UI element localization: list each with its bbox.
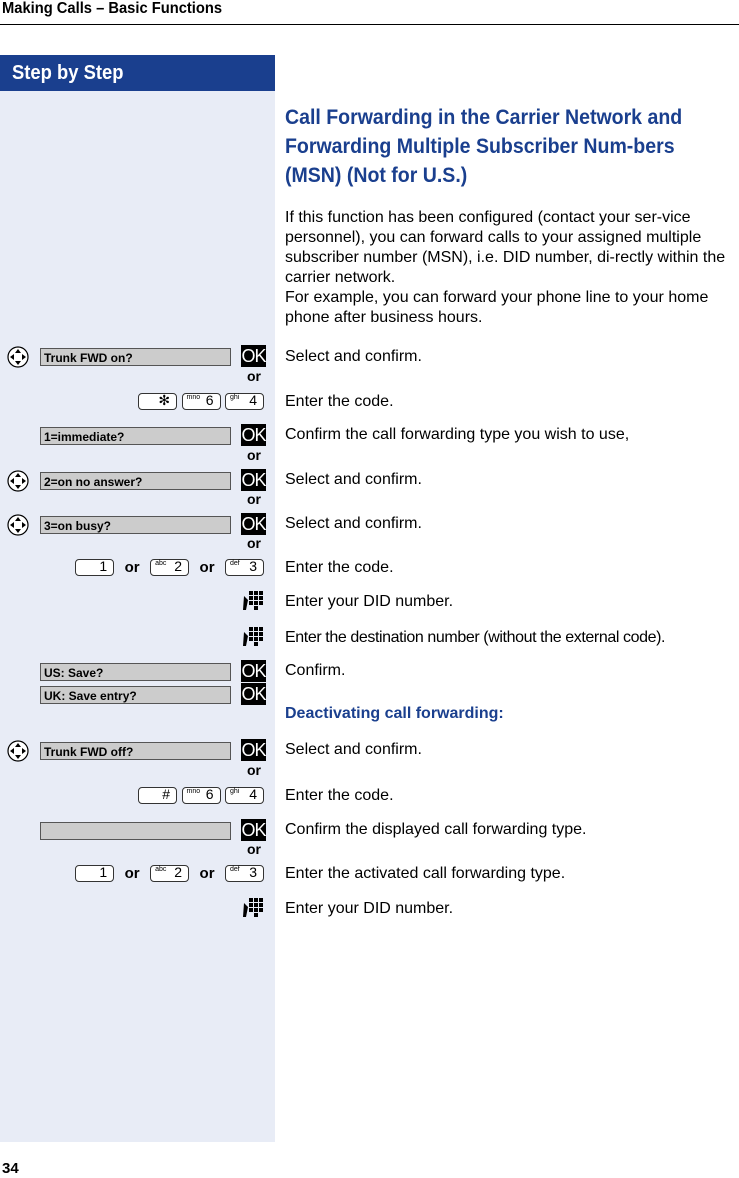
ok-button[interactable]: OK — [241, 425, 266, 445]
step-by-step-column — [0, 55, 275, 1142]
step-text: Select and confirm. — [285, 471, 422, 488]
header-divider — [0, 24, 739, 25]
step-by-step-label: Step by Step — [12, 62, 124, 84]
keypad-icon — [242, 590, 264, 612]
key-3[interactable]: def 3 — [225, 559, 264, 576]
navigation-key-icon — [6, 513, 30, 537]
step-text: Select and confirm. — [285, 515, 422, 532]
key-hash[interactable]: # — [138, 787, 177, 804]
display-us-save[interactable]: US: Save? — [40, 663, 231, 681]
intro-paragraph-2: For example, you can forward your phone line to your home phone after business hours. — [285, 289, 709, 326]
ok-button[interactable]: OK — [241, 470, 266, 490]
deactivating-heading: Deactivating call forwarding: — [285, 705, 504, 722]
navigation-key-icon — [6, 739, 30, 763]
keypad-icon — [242, 626, 264, 648]
display-no-answer[interactable]: 2=on no answer? — [40, 472, 231, 490]
ok-button[interactable]: OK — [241, 820, 266, 840]
key-6[interactable]: mno 6 — [182, 787, 221, 804]
key-2[interactable]: abc 2 — [150, 865, 189, 882]
key-4[interactable]: ghi 4 — [225, 393, 264, 410]
step-text: Enter your DID number. — [285, 900, 454, 917]
step-text: Enter your DID number. — [285, 593, 454, 610]
step-text: Confirm. — [285, 662, 346, 679]
or-label: or — [199, 559, 215, 576]
navigation-key-icon — [6, 469, 30, 493]
step-text: Enter the activated call forwarding type. — [285, 865, 566, 882]
or-label: or — [247, 535, 261, 551]
page-number: 34 — [2, 1160, 19, 1177]
or-label: or — [247, 447, 261, 463]
or-label: or — [247, 762, 261, 778]
step-text: Enter the code. — [285, 787, 394, 804]
ok-button[interactable]: OK — [241, 346, 266, 366]
ok-button[interactable]: OK — [241, 514, 266, 534]
step-text: Confirm the displayed call forwarding type. — [285, 821, 587, 838]
display-current-type[interactable] — [40, 822, 231, 840]
key-star[interactable]: ✻ — [138, 393, 177, 410]
or-label: or — [247, 491, 261, 507]
ok-button[interactable]: OK — [241, 740, 266, 760]
or-label: or — [199, 865, 215, 882]
step-text: Enter the destination number (without the external code). — [285, 629, 666, 646]
display-trunk-fwd-off[interactable]: Trunk FWD off? — [40, 742, 231, 760]
intro-paragraph-1: If this function has been configured (contact your ser-vice personnel), you can forward calls to your assigned multiple subscriber number (MSN), i.e. DID number, di-rectly within the carrier network. — [285, 209, 726, 286]
key-2[interactable]: abc 2 — [150, 559, 189, 576]
or-label: or — [247, 368, 261, 384]
or-label: or — [124, 559, 140, 576]
display-trunk-fwd-on[interactable]: Trunk FWD on? — [40, 348, 231, 366]
or-label: or — [124, 865, 140, 882]
key-1[interactable]: 1 — [75, 865, 114, 882]
display-busy[interactable]: 3=on busy? — [40, 516, 231, 534]
display-immediate[interactable]: 1=immediate? — [40, 427, 231, 445]
code-keys — [138, 787, 264, 805]
step-text: Enter the code. — [285, 559, 394, 576]
section-title: Call Forwarding in the Carrier Network and Forwarding Multiple Subscriber Num-bers (MSN) (Not for U.S.) — [285, 106, 683, 187]
navigation-key-icon — [6, 345, 30, 369]
code-keys — [138, 393, 264, 411]
display-uk-save[interactable]: UK: Save entry? — [40, 686, 231, 704]
keypad-icon — [242, 897, 264, 919]
type-keys — [75, 559, 264, 577]
step-text: Confirm the call forwarding type you wish to use, — [285, 426, 630, 443]
ok-button[interactable]: OK — [241, 684, 266, 704]
ok-button[interactable]: OK — [241, 661, 266, 681]
step-text: Enter the code. — [285, 393, 394, 410]
type-keys — [75, 865, 264, 883]
key-4[interactable]: ghi 4 — [225, 787, 264, 804]
intro-text — [285, 208, 737, 328]
key-3[interactable]: def 3 — [225, 865, 264, 882]
key-1[interactable]: 1 — [75, 559, 114, 576]
page-header-title: Making Calls – Basic Functions — [2, 0, 223, 17]
step-text: Select and confirm. — [285, 348, 422, 365]
or-label: or — [247, 841, 261, 857]
step-text: Select and confirm. — [285, 741, 422, 758]
key-6[interactable]: mno 6 — [182, 393, 221, 410]
